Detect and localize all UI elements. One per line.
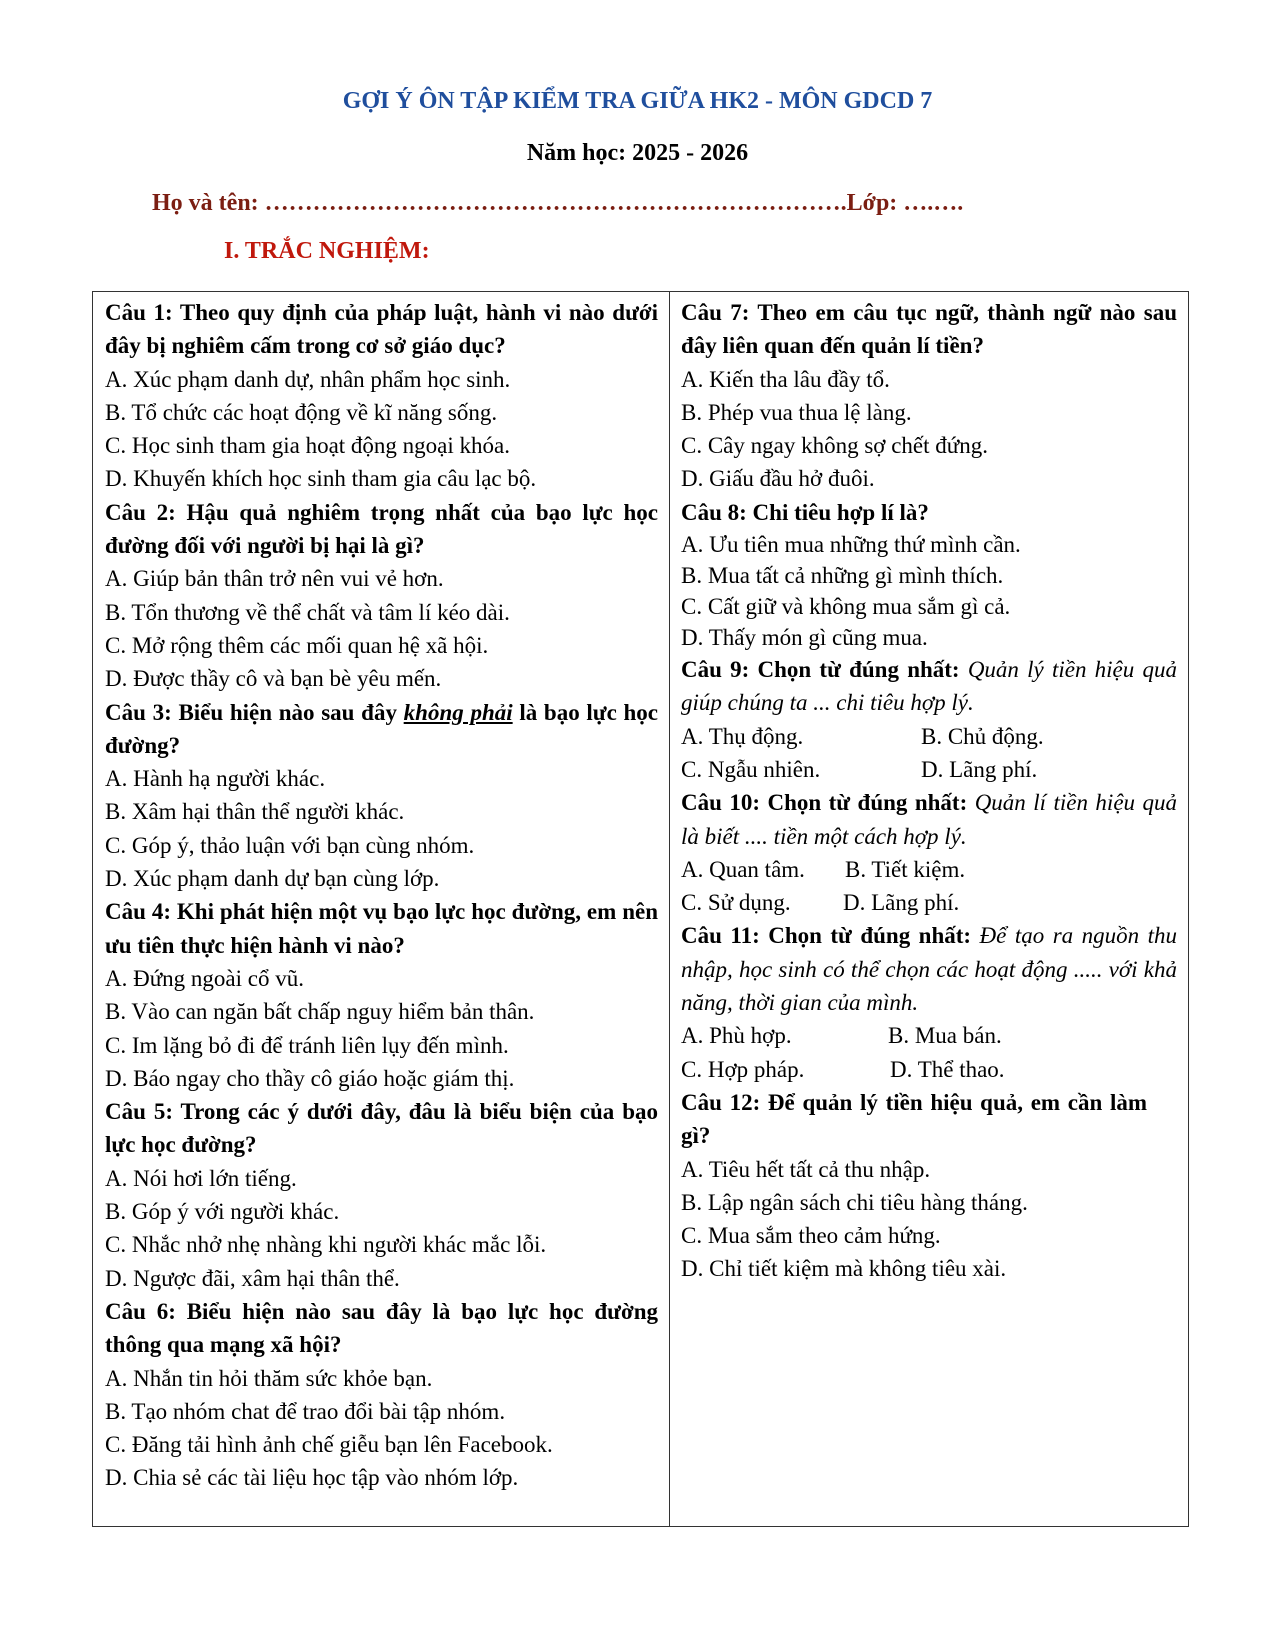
question-stem: Câu 1: Theo quy định của pháp luật, hành vi nào dưới đây bị nghiêm cấm trong cơ sở giáo dục? [105, 300, 658, 359]
option-b: B. Chủ động. [921, 723, 1044, 749]
question-10 [681, 786, 1177, 919]
option-c: C. Im lặng bỏ đi để tránh liên lụy đến mình. [105, 1032, 509, 1058]
question-stem [681, 653, 1177, 720]
option-d: D. Khuyến khích học sinh tham gia câu lạc bộ. [105, 466, 537, 492]
option-a: A. Phù hợp. [681, 1023, 792, 1049]
option-a: A. Nói hơi lớn tiếng. [105, 1165, 297, 1191]
question-label: Câu 11: Chọn từ đúng nhất: [681, 923, 972, 949]
question-3 [105, 696, 658, 896]
options-row [681, 1053, 1177, 1086]
question-5 [105, 1095, 658, 1295]
question-stem: Câu 5: Trong các ý dưới đây, đâu là biểu biện của bạo lực học đường? [105, 1099, 658, 1158]
question-label: Câu 10: Chọn từ đúng nhất: [681, 790, 968, 816]
section-heading: I. TRẮC NGHIỆM: [224, 238, 430, 264]
option-d: D. Chỉ tiết kiệm mà không tiêu xài. [681, 1256, 1007, 1282]
option-d: D. Thể thao. [890, 1056, 1005, 1082]
question-7 [681, 296, 1177, 496]
option-c: C. Hợp pháp. [681, 1056, 805, 1082]
question-2 [105, 496, 658, 696]
right-column [670, 292, 1188, 1526]
option-b: B. Góp ý với người khác. [105, 1199, 340, 1225]
options-row [681, 1019, 1177, 1052]
option-b: B. Mua bán. [888, 1023, 1002, 1049]
option-c: C. Ngẫu nhiên. [681, 756, 821, 782]
question-stem: Câu 4: Khi phát hiện một vụ bạo lực học đường, em nên ưu tiên thực hiện hành vi nào? [105, 899, 658, 958]
question-stem: Câu 7: Theo em câu tục ngữ, thành ngữ nào sau đây liên quan đến quản lí tiền? [681, 300, 1177, 359]
option-d: D. Xúc phạm danh dự bạn cùng lớp. [105, 866, 440, 892]
option-a: A. Kiến tha lâu đầy tổ. [681, 366, 890, 392]
option-a: A. Nhắn tin hỏi thăm sức khỏe bạn. [105, 1365, 433, 1391]
option-b: B. Vào can ngăn bất chấp nguy hiểm bản thân. [105, 999, 535, 1025]
option-c: C. Sử dụng. [681, 890, 791, 916]
question-label: Câu 9: Chọn từ đúng nhất: [681, 657, 960, 683]
option-b: B. Tổ chức các hoạt động về kĩ năng sống. [105, 399, 498, 425]
option-a: A. Hành hạ người khác. [105, 766, 326, 792]
page-title: GỢI Ý ÔN TẬP KIỂM TRA GIỮA HK2 - MÔN GDCD 7 [342, 88, 933, 114]
option-d: D. Được thầy cô và bạn bè yêu mến. [105, 666, 442, 692]
option-a: A. Ưu tiên mua những thứ mình cần. [681, 532, 1021, 558]
option-a: A. Đứng ngoài cổ vũ. [105, 965, 304, 991]
question-stem [105, 696, 658, 763]
question-text: Quản lý tiền hiệu quả giúp chúng ta ... chi tiêu hợp lý. [681, 657, 1177, 716]
question-stem: Câu 12: Để quản lý tiền hiệu quả, em cần làm gì? [681, 1089, 1147, 1149]
option-a: A. Thụ động. [681, 723, 804, 749]
question-stem: Câu 6: Biểu hiện nào sau đây là bạo lực học đường thông qua mạng xã hội? [105, 1298, 658, 1358]
option-d: D. Chia sẻ các tài liệu học tập vào nhóm lớp. [105, 1465, 519, 1491]
option-c: C. Đăng tải hình ảnh chế giễu bạn lên Facebook. [105, 1432, 553, 1458]
option-b: B. Tổn thương về thể chất và tâm lí kéo dài. [105, 599, 510, 625]
option-c: C. Mua sắm theo cảm hứng. [681, 1223, 941, 1249]
question-4 [105, 895, 658, 1095]
question-stem [681, 786, 1177, 853]
option-b: B. Phép vua thua lệ làng. [681, 399, 912, 425]
options-row [681, 853, 1177, 886]
school-year: Năm học: 2025 - 2026 [526, 140, 749, 166]
question-12 [681, 1086, 1177, 1286]
question-stem: Câu 8: Chi tiêu hợp lí là? [681, 499, 929, 525]
option-d: D. Ngược đãi, xâm hại thân thể. [105, 1265, 400, 1291]
question-6 [105, 1295, 658, 1495]
left-column [93, 292, 670, 1526]
question-stem-part: Câu 3: Biểu hiện nào sau đây [105, 699, 404, 725]
option-a: A. Tiêu hết tất cả thu nhập. [681, 1156, 931, 1182]
question-11 [681, 919, 1177, 1085]
option-b: B. Tiết kiệm. [845, 856, 966, 882]
question-1 [105, 296, 658, 496]
question-stem: Câu 2: Hậu quả nghiêm trọng nhất của bạo lực học đường đối với người bị hại là gì? [105, 499, 658, 559]
question-8 [681, 496, 1177, 653]
options-row [681, 753, 1177, 786]
option-d: D. Báo ngay cho thầy cô giáo hoặc giám thị. [105, 1065, 515, 1091]
option-d: D. Thấy món gì cũng mua. [681, 625, 928, 651]
option-b: B. Tạo nhóm chat để trao đổi bài tập nhóm. [105, 1398, 506, 1424]
option-a: A. Xúc phạm danh dự, nhân phẩm học sinh. [105, 366, 511, 392]
question-stem [681, 919, 1177, 1019]
option-c: C. Cây ngay không sợ chết đứng. [681, 433, 988, 459]
question-text: Để tạo ra nguồn thu nhập, học sinh có thể chọn các hoạt động ..... với khả năng, thời gian của mình. [681, 923, 1177, 1016]
option-b: B. Xâm hại thân thể người khác. [105, 799, 405, 825]
option-a: A. Quan tâm. [681, 856, 805, 882]
question-stem-part: là bạo lực học đường? [105, 699, 658, 758]
option-c: C. Mở rộng thêm các mối quan hệ xã hội. [105, 632, 489, 658]
name-class-line: Họ và tên: ……………………………………………………………….Lớp: ….…. [152, 190, 964, 216]
emphasis-underlined: không phải [403, 699, 513, 725]
option-c: C. Học sinh tham gia hoạt động ngoại khóa. [105, 433, 510, 459]
option-c: C. Cất giữ và không mua sắm gì cả. [681, 594, 1011, 620]
options-row [681, 886, 1177, 919]
options-row [681, 720, 1177, 753]
questions-table [92, 291, 1189, 1527]
option-d: D. Giấu đầu hở đuôi. [681, 466, 875, 492]
question-9 [681, 653, 1177, 786]
option-d: D. Lãng phí. [921, 756, 1038, 782]
option-b: B. Mua tất cả những gì mình thích. [681, 563, 1004, 589]
option-c: C. Nhắc nhở nhẹ nhàng khi người khác mắc lỗi. [105, 1232, 547, 1258]
option-c: C. Góp ý, thảo luận với bạn cùng nhóm. [105, 832, 475, 858]
question-text: Quản lí tiền hiệu quả là biết .... tiền một cách hợp lý. [681, 790, 1177, 849]
option-d: D. Lãng phí. [843, 890, 960, 916]
option-a: A. Giúp bản thân trở nên vui vẻ hơn. [105, 566, 444, 592]
option-b: B. Lập ngân sách chi tiêu hàng tháng. [681, 1189, 1028, 1215]
